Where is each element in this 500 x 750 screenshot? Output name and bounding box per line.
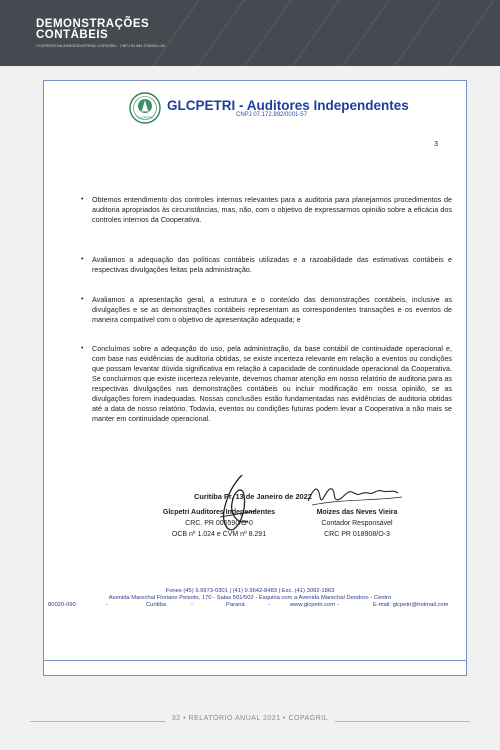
header-title-line1: DEMONSTRAÇÕES [36,18,150,30]
bullet-icon: • [81,345,84,352]
signatory-accountant [302,507,412,540]
letterhead [129,92,409,126]
contact-address: Avenida Marechal Floriano Peixoto, 170 - Salas 501/502 - Esquina com a Avenida Marechal Deodoro - Centro [108,595,392,601]
report-header [0,0,500,66]
bullet-icon: • [81,196,84,203]
signatory-firm [144,507,294,540]
contact-phones: Fones (45) 9.9973-0301 | (41) 9.9642-8483 | Esc. (41) 3092-1863 [165,588,335,594]
contact-separator: - [191,602,193,608]
paragraph-presentation [81,295,452,325]
signatory-firm-registration: OCB nº 1.024 e CVM nº 8.291 [171,531,267,538]
contact-city: Curitiba [146,602,166,608]
firm-name: GLCPETRI - Auditores Independentes [167,98,409,113]
header-title-line2: CONTÁBEIS [36,29,109,41]
letter-footer-divider [44,660,466,661]
signatory-accountant-name: Moizes das Neves Vieira [316,509,398,516]
letter-date: Curitiba Pr, 13 de Janeiro de 2022 [194,492,312,501]
contact-separator: - [268,602,270,608]
glcpetri-logo-icon [129,92,161,124]
paragraph-going-concern [81,344,452,424]
paragraph-text: Avaliamos a apresentação geral, a estrutura e o conteúdo das demonstrações contábeis, inclusive as divulgações e se as demonstrações contábeis representam as correspondentes transações e os eventos de maneira compatível com o objetivo de apresentação adequada; e [92,295,452,324]
contact-state: Paraná [226,602,245,608]
contact-email: E-mail: glcpetri@hotmail.com [373,602,449,608]
contact-separator: - [106,602,108,608]
logo-text: GLCPETRI [137,115,153,120]
bullet-icon: • [81,256,84,263]
paragraph-text: Concluímos sobre a adequação do uso, pela administração, da base contábil de continuidade operacional e, com base nas evidências de auditoria obtidas, se existe incerteza relevante em relação a eventos ou condições que possam levantar dúvida significativa em relação à capacidade de continuidade operacional da Cooperativa. Se concluirmos que existe incerteza relevante, devemos chamar atenção em nosso relatório de auditoria para as respectivas divulgações nas demonstrações contábeis ou incluir modificação em nossa opinião, se as divulgações forem inadequadas. Nossas conclusões estão fundamentadas nas evidências de auditoria obtidas até a data de nosso relatório. Todavia, eventos ou condições futuras podem levar a Cooperativa a não mais se manter em continuidade operacional. [92,344,452,423]
signatory-firm-crc: CRC. PR 005590/O-0 [185,520,253,527]
signatory-accountant-role: Contador Responsável [321,520,393,527]
paragraph-text: Avaliamos a adequação das políticas contábeis utilizadas e a razoabilidade das estimativas contábeis e respectivas divulgações feitas pela administração. [92,255,452,274]
letter-contacts [0,588,500,610]
paragraph-accounting-policies [81,255,452,275]
signatory-firm-name: Glcpetri Auditores Independentes [162,509,276,516]
contact-city-line [0,602,500,610]
auditor-letter-page [43,80,467,676]
contact-separator: - [337,602,339,608]
footer-text: 32 • RELATÓRIO ANUAL 2021 • COPAGRIL [171,715,329,722]
firm-cnpj: CNPJ 07.172.892/0001-57 [236,112,308,118]
header-title [36,19,149,41]
paragraph-text: Obtemos entendimento dos controles internos relevantes para a auditoria para planejarmos procedimentos de auditoria apropriados às circunstâncias, mas, não, com o objetivo de expressarmos opinião sobre a eficácia dos controles internos da Cooperativa. [92,195,452,224]
contact-cep: 80020-090 [48,602,76,608]
report-footer [0,710,500,734]
paragraph-internal-controls [81,195,452,225]
header-subtitle: COOPERATIVA AGROINDUSTRIAL COPAGRIL - CNPJ 81.584.278/0001-55 [36,44,165,48]
signatory-accountant-crc: CRC PR 018908/O-3 [324,531,390,538]
contact-website: www.glcpetri.com [290,602,336,608]
page-number: 3 [434,141,438,148]
signature-right-icon [302,477,412,511]
bullet-icon: • [81,296,84,303]
